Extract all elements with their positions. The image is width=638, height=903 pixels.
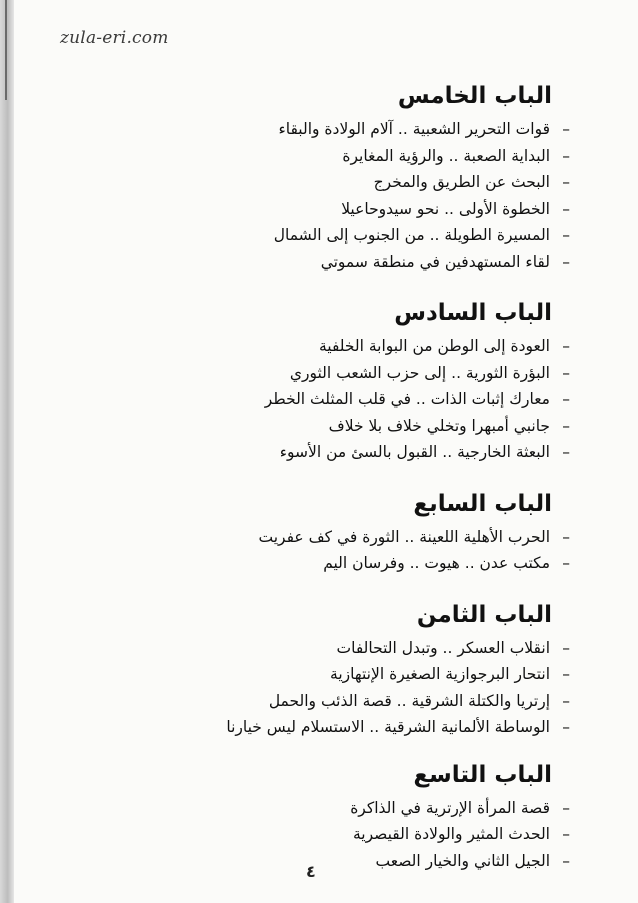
chapter-item — [150, 360, 570, 387]
list-dash: – — [562, 146, 570, 165]
list-dash: – — [562, 851, 570, 870]
list-dash: – — [562, 798, 570, 817]
chapter-title: الباب السادس — [394, 300, 552, 326]
chapter-item-list — [150, 795, 570, 875]
list-dash: – — [562, 337, 570, 355]
chapter-item-list — [150, 635, 570, 741]
list-dash: – — [562, 120, 570, 138]
chapter-item — [150, 795, 570, 822]
chapter-item-text: انقلاب العسكر .. وتبدل التحالفات — [336, 638, 550, 657]
chapter-item — [150, 848, 570, 875]
list-dash: – — [562, 638, 570, 657]
chapter-item — [150, 196, 570, 223]
chapter-title: الباب السابع — [413, 490, 552, 517]
list-dash: – — [562, 173, 570, 191]
chapter-item-text: إرتريا والكتلة الشرقية .. قصة الذئب والحمل — [268, 691, 550, 710]
chapter-item-text: العودة إلى الوطن من البوابة الخلفية — [318, 337, 550, 355]
chapter-item-text: البداية الصعبة .. والرؤية المغايرة — [342, 146, 550, 165]
list-dash: – — [562, 416, 570, 435]
chapter-section — [150, 297, 570, 466]
chapter-item-list — [150, 524, 570, 577]
chapter-section — [150, 488, 570, 577]
chapter-item-text: المسيرة الطويلة .. من الجنوب إلى الشمال — [273, 226, 550, 244]
chapter-item — [150, 714, 570, 741]
list-dash: – — [562, 691, 570, 710]
chapter-item-text: البؤرة الثورية .. إلى حزب الشعب الثوري — [289, 363, 550, 382]
chapter-item-text: الوساطة الألمانية الشرقية .. الاستسلام ليس خيارنا — [226, 718, 550, 736]
chapter-item-text: انتحار البرجوازية الصغيرة الإنتهازية — [330, 665, 550, 683]
list-dash: – — [562, 252, 570, 271]
list-dash: – — [562, 527, 570, 546]
page-binding-edge — [0, 0, 14, 903]
chapter-item — [150, 688, 570, 715]
chapter-item — [150, 116, 570, 143]
chapter-item-text: قوات التحرير الشعبية .. آلام الولادة والبقاء — [278, 120, 550, 138]
list-dash: – — [562, 390, 570, 408]
list-dash: – — [562, 363, 570, 382]
chapter-item — [150, 661, 570, 688]
chapter-section — [150, 599, 570, 741]
list-dash: – — [562, 554, 570, 572]
chapter-item — [150, 439, 570, 466]
chapter-item-text: قصة المرأة الإرترية في الذاكرة — [350, 798, 550, 817]
chapter-title: الباب الثامن — [416, 601, 552, 628]
chapter-item-text: الخطوة الأولى .. نحو سيدوحاعيلا — [341, 199, 550, 218]
list-dash: – — [562, 226, 570, 244]
chapter-section — [150, 80, 570, 275]
page-number: ٤ — [306, 862, 316, 881]
table-of-contents — [150, 80, 570, 874]
binding-shadow-line — [5, 0, 7, 100]
chapter-item-text: مكتب عدن .. هيوت .. وفرسان اليم — [323, 554, 550, 572]
chapter-item-text: جانبي أمبهرا وتخلي خلاف بلا خلاف — [328, 416, 550, 435]
chapter-item — [150, 524, 570, 551]
chapter-item — [150, 386, 570, 413]
chapter-item — [150, 821, 570, 848]
chapter-title: الباب التاسع — [413, 761, 552, 788]
chapter-item-text: الجيل الثاني والخيار الصعب — [375, 851, 550, 870]
chapter-item-text: الحرب الأهلية اللعينة .. الثورة في كف عفريت — [258, 527, 550, 546]
watermark: zula-eri.com — [60, 28, 169, 48]
chapter-section — [150, 759, 570, 875]
chapter-item-text: البحث عن الطريق والمخرج — [373, 173, 550, 191]
list-dash: – — [562, 718, 570, 736]
chapter-item — [150, 635, 570, 662]
chapter-item-text: معارك إثبات الذات .. في قلب المثلث الخطر — [264, 390, 550, 408]
chapter-item — [150, 550, 570, 577]
chapter-item — [150, 249, 570, 276]
list-dash: – — [562, 199, 570, 218]
list-dash: – — [562, 665, 570, 683]
chapter-item — [150, 169, 570, 196]
chapter-item-text: لقاء المستهدفين في منطقة سموتي — [320, 252, 550, 271]
chapter-item — [150, 333, 570, 360]
chapter-item-list — [150, 333, 570, 466]
chapter-item-list — [150, 116, 570, 275]
chapter-item-text: البعثة الخارجية .. القبول بالسئ من الأسوء — [279, 443, 550, 461]
list-dash: – — [562, 825, 570, 843]
chapter-item — [150, 222, 570, 249]
chapter-item — [150, 143, 570, 170]
list-dash: – — [562, 443, 570, 461]
chapter-title: الباب الخامس — [397, 83, 552, 109]
chapter-item — [150, 413, 570, 440]
chapter-item-text: الحدث المثير والولادة القيصرية — [353, 825, 550, 843]
